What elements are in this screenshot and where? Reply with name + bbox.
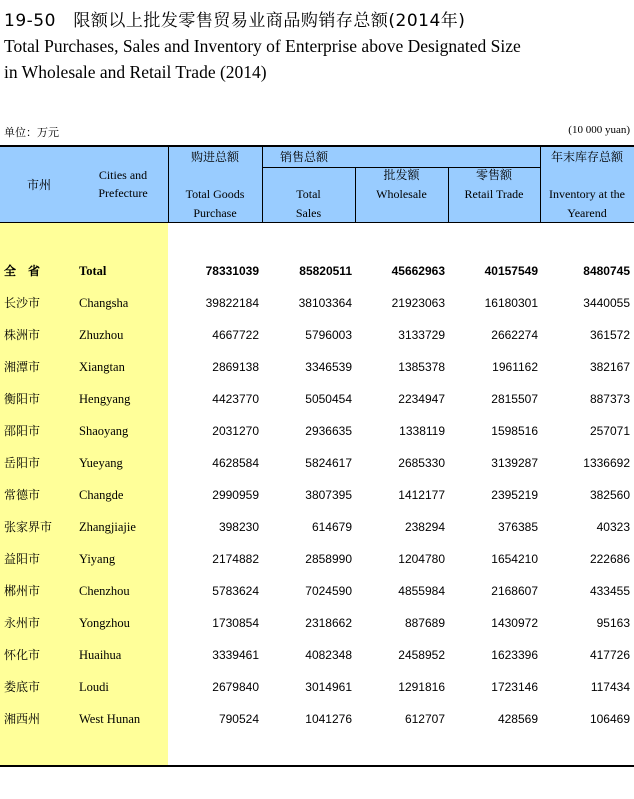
table-row bbox=[0, 645, 634, 677]
city-name-en: Yueyang bbox=[79, 456, 123, 470]
table-row bbox=[0, 453, 634, 485]
table-top-rule bbox=[0, 145, 634, 147]
city-name-cn: 益阳市 bbox=[4, 552, 41, 566]
sales-value: 5050454 bbox=[305, 392, 352, 406]
city-name-cn: 永州市 bbox=[4, 616, 41, 630]
wholesale-value: 4855984 bbox=[398, 584, 445, 598]
unit-label-cn: 单位：万元 bbox=[4, 126, 59, 139]
retail-value: 2815507 bbox=[491, 392, 538, 406]
inventory-value: 417726 bbox=[589, 648, 630, 662]
sales-value: 2936635 bbox=[305, 424, 352, 438]
sales-value: 4082348 bbox=[305, 648, 352, 662]
table-row bbox=[0, 293, 634, 325]
city-name-cn: 郴州市 bbox=[4, 584, 41, 598]
city-name-cn: 湘西州 bbox=[4, 712, 41, 726]
city-name-en: Total bbox=[79, 264, 107, 278]
city-name-cn: 衡阳市 bbox=[4, 392, 41, 406]
inventory-value: 222686 bbox=[589, 552, 630, 566]
sales-value: 38103364 bbox=[298, 296, 352, 310]
unit-label-en: (10 000 yuan) bbox=[568, 124, 630, 136]
retail-value: 1623396 bbox=[491, 648, 538, 662]
sales-value: 85820511 bbox=[299, 264, 352, 278]
city-name-cn: 邵阳市 bbox=[4, 424, 41, 438]
header-retail-cn: 零售额 bbox=[475, 168, 512, 182]
retail-value: 2395219 bbox=[491, 488, 538, 502]
inventory-value: 382560 bbox=[589, 488, 630, 502]
city-name-en: Changde bbox=[79, 488, 124, 502]
header-sales-cn: 销售总额 bbox=[280, 150, 329, 164]
purchase-value: 4667722 bbox=[212, 328, 259, 342]
city-name-en: Huaihua bbox=[79, 648, 122, 662]
wholesale-value: 1338119 bbox=[399, 424, 445, 438]
header-purchase-cn: 购进总额 bbox=[190, 150, 239, 164]
purchase-value: 78331039 bbox=[205, 264, 259, 278]
inventory-value: 95163 bbox=[596, 616, 630, 630]
purchase-value: 5783624 bbox=[212, 584, 259, 598]
sales-value: 5824617 bbox=[305, 456, 352, 470]
inventory-value: 257071 bbox=[589, 424, 630, 438]
purchase-value: 1730854 bbox=[212, 616, 259, 630]
purchase-value: 790524 bbox=[218, 712, 259, 726]
wholesale-value: 3133729 bbox=[398, 328, 445, 342]
city-name-en: Yongzhou bbox=[79, 616, 130, 630]
table-row bbox=[0, 485, 634, 517]
header-city-en-line2: Prefecture bbox=[98, 186, 148, 200]
wholesale-value: 45662963 bbox=[391, 264, 445, 278]
purchase-value: 39822184 bbox=[205, 296, 259, 310]
header-inventory-en-line1: Inventory at the bbox=[549, 187, 625, 201]
retail-value: 1430972 bbox=[491, 616, 538, 630]
wholesale-value: 21923063 bbox=[391, 296, 445, 310]
wholesale-value: 612707 bbox=[404, 712, 445, 726]
wholesale-value: 1412177 bbox=[398, 488, 445, 502]
purchase-value: 2031270 bbox=[212, 424, 259, 438]
sales-value: 3014961 bbox=[305, 680, 352, 694]
table-row bbox=[0, 421, 634, 453]
city-name-cn: 怀化市 bbox=[4, 648, 41, 662]
table-row bbox=[0, 357, 634, 389]
city-name-en: Yiyang bbox=[79, 552, 116, 566]
sales-value: 7024590 bbox=[305, 584, 352, 598]
retail-value: 3139287 bbox=[491, 456, 538, 470]
table-row bbox=[0, 325, 634, 357]
retail-value: 428569 bbox=[497, 712, 538, 726]
city-name-en: Hengyang bbox=[79, 392, 131, 406]
inventory-value: 117434 bbox=[590, 680, 630, 694]
wholesale-value: 2234947 bbox=[398, 392, 445, 406]
table-row bbox=[0, 581, 634, 613]
header-inventory-cn: 年末库存总额 bbox=[550, 150, 623, 164]
sales-value: 2858990 bbox=[305, 552, 352, 566]
purchase-value: 2174882 bbox=[212, 552, 259, 566]
city-name-en: Xiangtan bbox=[79, 360, 125, 374]
retail-value: 40157549 bbox=[484, 264, 538, 278]
sales-value: 1041276 bbox=[305, 712, 352, 726]
city-name-cn: 娄底市 bbox=[4, 680, 41, 694]
city-name-en: Loudi bbox=[79, 680, 109, 694]
retail-value: 16180301 bbox=[484, 296, 538, 310]
retail-value: 1654210 bbox=[491, 552, 538, 566]
city-name-cn: 常德市 bbox=[4, 488, 41, 502]
sales-value: 2318662 bbox=[305, 616, 352, 630]
table-row bbox=[0, 677, 634, 709]
table-row bbox=[0, 709, 634, 741]
purchase-value: 4423770 bbox=[212, 392, 259, 406]
city-name-cn: 湘潭市 bbox=[4, 360, 41, 374]
city-name-cn: 株洲市 bbox=[4, 328, 41, 342]
city-name-cn: 长沙市 bbox=[4, 296, 41, 310]
purchase-value: 2869138 bbox=[212, 360, 259, 374]
retail-value: 2662274 bbox=[491, 328, 538, 342]
inventory-value: 40323 bbox=[596, 520, 630, 534]
inventory-value: 887373 bbox=[589, 392, 630, 406]
retail-value: 1961162 bbox=[492, 360, 538, 374]
retail-value: 376385 bbox=[497, 520, 538, 534]
purchase-value: 4628584 bbox=[212, 456, 259, 470]
header-wholesale-cn: 批发额 bbox=[383, 168, 420, 182]
city-name-cn: 全 省 bbox=[4, 264, 41, 278]
header-wholesale-en: Wholesale bbox=[376, 187, 427, 201]
header-sales-en-line2: Sales bbox=[295, 206, 322, 220]
header-purchase-en-line2: Purchase bbox=[193, 206, 237, 220]
wholesale-value: 1385378 bbox=[398, 360, 445, 374]
inventory-value: 1336692 bbox=[583, 456, 630, 470]
header-city-en bbox=[78, 166, 168, 202]
city-name-en: Chenzhou bbox=[79, 584, 130, 598]
table-row bbox=[0, 549, 634, 581]
sales-value: 614679 bbox=[311, 520, 352, 534]
header-sales-en bbox=[262, 185, 355, 223]
retail-value: 1598516 bbox=[491, 424, 538, 438]
city-name-cn: 岳阳市 bbox=[4, 456, 41, 470]
city-name-en: West Hunan bbox=[79, 712, 141, 726]
header-purchase-en bbox=[168, 185, 262, 223]
inventory-value: 3440055 bbox=[583, 296, 630, 310]
table-row bbox=[0, 613, 634, 645]
table-row-total bbox=[0, 261, 634, 293]
table-row bbox=[0, 389, 634, 421]
sales-value: 3346539 bbox=[305, 360, 352, 374]
city-name-en: Changsha bbox=[79, 296, 129, 310]
wholesale-value: 2458952 bbox=[398, 648, 445, 662]
purchase-value: 3339461 bbox=[212, 648, 259, 662]
header-inventory-en bbox=[540, 185, 634, 223]
header-retail-en: Retail Trade bbox=[464, 187, 524, 201]
wholesale-value: 2685330 bbox=[398, 456, 445, 470]
city-name-en: Zhangjiajie bbox=[79, 520, 136, 534]
header-city-en-line1: Cities and bbox=[98, 168, 148, 182]
header-sales-en-line1: Total bbox=[296, 187, 321, 201]
table-bottom-rule bbox=[0, 765, 634, 767]
wholesale-value: 887689 bbox=[404, 616, 445, 630]
inventory-value: 433455 bbox=[589, 584, 630, 598]
table-row bbox=[0, 517, 634, 549]
table-title-en-line1: Total Purchases, Sales and Inventory of Enterprise above Designated Size bbox=[4, 36, 521, 56]
header-city-cn: 市州 bbox=[26, 178, 51, 192]
retail-value: 2168607 bbox=[491, 584, 538, 598]
city-name-cn: 张家界市 bbox=[4, 520, 53, 534]
city-name-en: Shaoyang bbox=[79, 424, 129, 438]
city-name-en: Zhuzhou bbox=[79, 328, 124, 342]
header-inventory-en-line2: Yearend bbox=[567, 206, 607, 220]
wholesale-value: 1291816 bbox=[398, 680, 445, 694]
inventory-value: 382167 bbox=[589, 360, 630, 374]
inventory-value: 106469 bbox=[589, 712, 630, 726]
table-title-cn: 19-50 限额以上批发零售贸易业商品购销存总额(2014年) bbox=[4, 11, 466, 31]
sales-value: 3807395 bbox=[305, 488, 352, 502]
inventory-value: 8480745 bbox=[583, 264, 630, 278]
retail-value: 1723146 bbox=[491, 680, 538, 694]
header-purchase-en-line1: Total Goods bbox=[185, 187, 245, 201]
purchase-value: 2990959 bbox=[212, 488, 259, 502]
wholesale-value: 1204780 bbox=[398, 552, 445, 566]
wholesale-value: 238294 bbox=[404, 520, 445, 534]
table-title-en-line2: in Wholesale and Retail Trade (2014) bbox=[4, 62, 267, 82]
sales-value: 5796003 bbox=[305, 328, 352, 342]
purchase-value: 398230 bbox=[218, 520, 259, 534]
inventory-value: 361572 bbox=[589, 328, 630, 342]
purchase-value: 2679840 bbox=[212, 680, 259, 694]
